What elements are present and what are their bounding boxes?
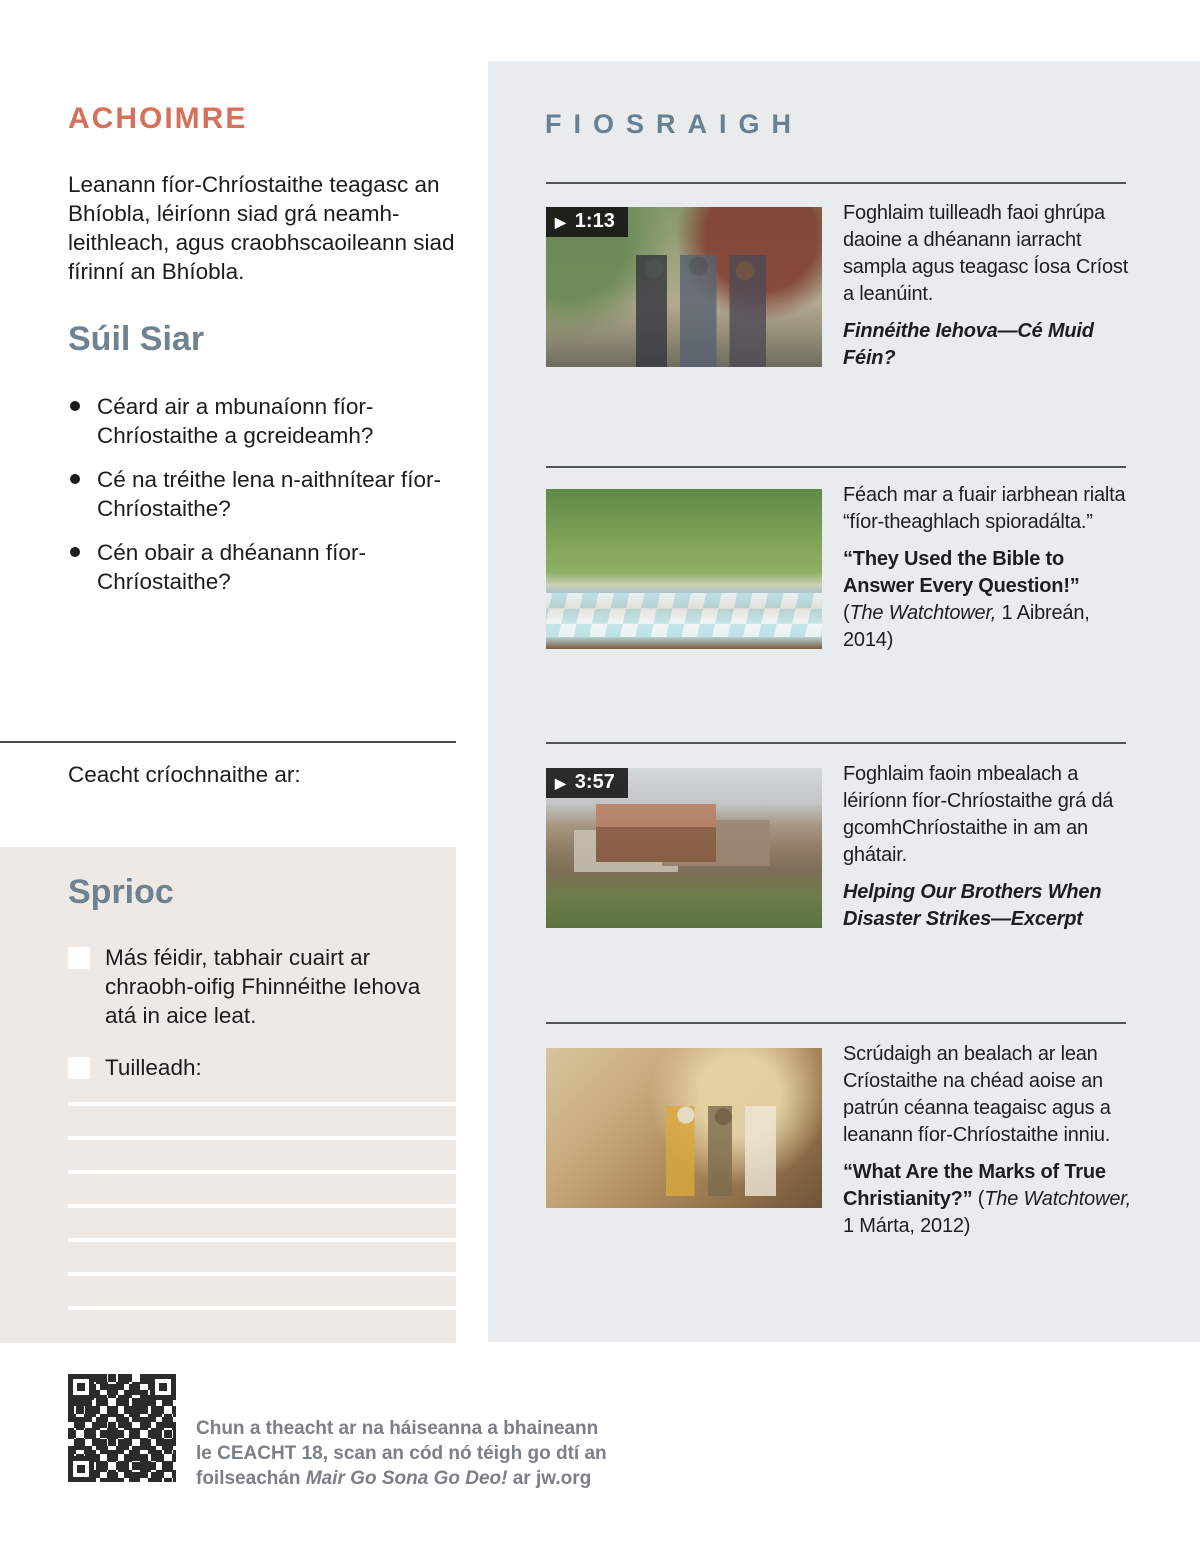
goal-item (68, 943, 440, 1030)
goal-item-text: Más féidir, tabhair cuairt ar chraobh-oifig Fhinnéithe Iehova atá in aice leat. (105, 945, 421, 1028)
qr-finder-icon (150, 1374, 176, 1400)
article-photo-family-meal[interactable] (546, 489, 822, 649)
source-date: 1 Márta, 2012) (843, 1215, 971, 1237)
entry-divider (546, 466, 1126, 468)
goal-checkbox[interactable] (68, 947, 90, 969)
entry-source (843, 600, 1139, 654)
explore-panel (488, 61, 1200, 1342)
entry-description: Féach mar a fuair iarbhean rialta “fíor-theaghlach spioradálta.” (843, 484, 1126, 533)
explore-heading: FIOSRAIGH (545, 109, 804, 139)
review-question-text: Cén obair a dhéanann fíor-Chríostaithe? (97, 540, 366, 594)
summary-paragraph: Leanann fíor-Chríostaithe teagasc an Bhíobla, léiríonn siad grá neamh-leithleach, agus craobhscaoileann siad fírinní an Bhíobla. (68, 172, 455, 284)
review-question (68, 392, 470, 450)
source-publication: The Watchtower, (984, 1188, 1131, 1210)
goal-item-text: Tuilleadh: (105, 1055, 202, 1080)
entry-title-link[interactable]: “What Are the Marks of True Christianity?” (843, 1161, 1106, 1210)
qr-code (68, 1374, 176, 1482)
entry-description: Scrúdaigh an bealach ar lean Críostaithe na chéad aoise an patrún céanna teagaisc agus a leanann fíor-Chríostaithe inniu. (843, 1043, 1111, 1146)
writing-line (68, 1170, 456, 1174)
review-question (68, 465, 470, 523)
goal-panel (0, 847, 456, 1343)
goal-item (68, 1053, 440, 1082)
source-paren: ( (972, 1188, 985, 1210)
entry-text-block (843, 200, 1139, 372)
writing-line (68, 1102, 456, 1106)
entry-title-link[interactable]: “They Used the Bible to Answer Every Question!” (843, 548, 1080, 597)
footer-caption-line: le CEACHT 18, scan an cód nó téigh go dtí an (196, 1443, 607, 1464)
footer-caption (196, 1416, 636, 1491)
video-duration-badge (546, 768, 628, 798)
play-icon: ▶ (555, 213, 566, 230)
goal-checkbox[interactable] (68, 1057, 90, 1079)
video-duration: 1:13 (574, 210, 615, 232)
entry-title-link[interactable]: Finnéithe Iehova—Cé Muid Féin? (843, 320, 1094, 369)
entry-divider (546, 742, 1126, 744)
qr-finder-icon (68, 1456, 94, 1482)
video-thumbnail-public-witnessing[interactable] (546, 207, 822, 367)
writing-line (68, 1306, 456, 1310)
writing-line (68, 1238, 456, 1242)
entry-text-block (843, 1041, 1139, 1240)
entry-title-and-source (843, 1159, 1139, 1240)
entry-description: Foghlaim faoin mbealach a léiríonn fíor-Chríostaithe grá dá gcomhChríostaithe in am an ghátair. (843, 763, 1114, 866)
review-question-text: Céard air a mbunaíonn fíor-Chríostaithe a gcreideamh? (97, 394, 374, 448)
bullet-icon (70, 401, 80, 411)
bullet-icon (70, 474, 80, 484)
qr-finder-icon (68, 1374, 94, 1400)
source-date: 1 Aibreán, 2014) (843, 602, 1090, 651)
lesson-completed-label: Ceacht críochnaithe ar: (68, 762, 301, 787)
footer-caption-suffix: ar jw.org (507, 1468, 592, 1489)
review-question (68, 538, 470, 596)
footer-caption-line (196, 1466, 636, 1491)
review-question-list (68, 392, 470, 611)
video-duration: 3:57 (574, 771, 615, 793)
writing-line (68, 1272, 456, 1276)
entry-title-link[interactable]: Helping Our Brothers When Disaster Strikes—Excerpt (843, 881, 1102, 930)
writing-line (68, 1204, 456, 1208)
footer-publication-title: Mair Go Sona Go Deo! (305, 1468, 508, 1489)
bullet-icon (70, 547, 80, 557)
entry-description: Foghlaim tuilleadh faoi ghrúpa daoine a dhéanann iarracht sampla agus teagasc Íosa Críost a leanúint. (843, 202, 1129, 305)
review-heading: Súil Siar (68, 320, 205, 358)
review-question-text: Cé na tréithe lena n-aithnítear fíor-Chríostaithe? (97, 467, 441, 521)
entry-text-block (843, 761, 1139, 933)
source-publication: The Watchtower, (849, 602, 997, 624)
source-paren: ( (843, 602, 850, 624)
entry-divider (546, 1022, 1126, 1024)
divider-rule (0, 741, 456, 743)
entry-text-block (843, 482, 1139, 654)
video-thumbnail-disaster-relief[interactable] (546, 768, 822, 928)
summary-heading: ACHOIMRE (68, 102, 248, 135)
article-illustration-first-century-christians[interactable] (546, 1048, 822, 1208)
writing-line (68, 1136, 456, 1140)
goal-heading: Sprioc (68, 873, 174, 911)
entry-divider (546, 182, 1126, 184)
play-icon: ▶ (555, 774, 566, 791)
footer-caption-prefix: foilseachán (196, 1468, 306, 1489)
video-duration-badge (546, 207, 628, 237)
footer-caption-line: Chun a theacht ar na háiseanna a bhaineann (196, 1418, 599, 1439)
